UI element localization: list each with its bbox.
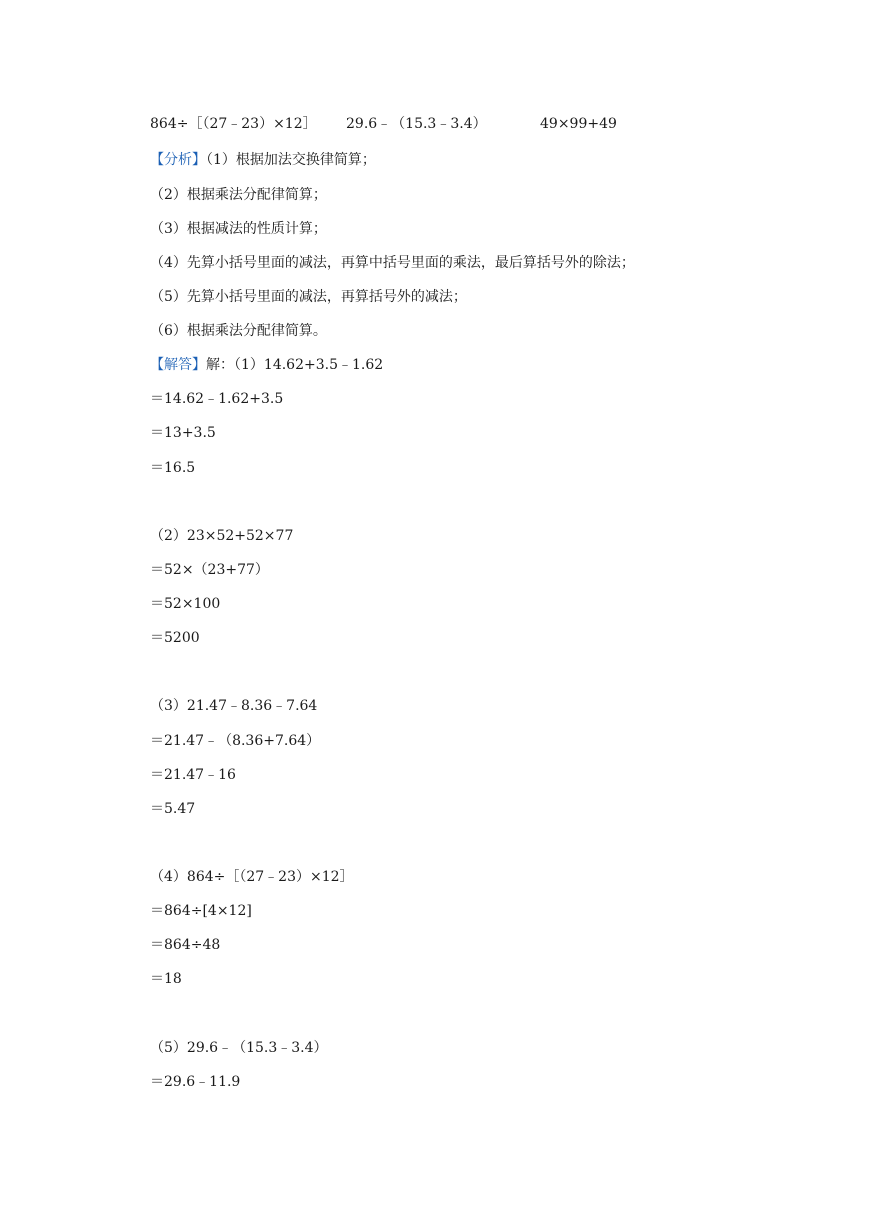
solution-step: ＝14.62﹣1.62+3.5 <box>150 391 284 407</box>
analysis-item-6: （6）根据乘法分配律简算。 <box>150 323 327 339</box>
expression-5: 29.6﹣（15.3﹣3.4） <box>346 116 487 132</box>
solution-step: ＝52×100 <box>150 596 221 612</box>
solution-part-5-header: （5）29.6﹣（15.3﹣3.4） <box>150 1040 328 1056</box>
analysis-item-3: （3）根据减法的性质计算； <box>150 221 327 237</box>
solution-part-2-header: （2）23×52+52×77 <box>150 528 294 544</box>
solution-step: ＝5200 <box>150 630 200 646</box>
solution-part-3-header: （3）21.47﹣8.36﹣7.64 <box>150 698 318 714</box>
solution-step: ＝21.47﹣16 <box>150 767 236 783</box>
analysis-tag: 【分析】 <box>150 152 206 168</box>
solution-intro: 解：（1）14.62+3.5﹣1.62 <box>206 357 384 373</box>
analysis-item-4: （4）先算小括号里面的减法，再算中括号里面的乘法，最后算括号外的除法； <box>150 255 635 271</box>
solution-tag: 【解答】 <box>150 357 206 373</box>
analysis-line-1 <box>150 150 376 170</box>
solution-step: ＝16.5 <box>150 460 196 476</box>
expression-4: 864÷［（27﹣23）×12］ <box>150 116 317 132</box>
problem-expressions-row <box>150 114 710 134</box>
solution-step: ＝864÷[4×12] <box>150 903 252 919</box>
solution-line-intro <box>150 355 383 375</box>
solution-step: ＝29.6﹣11.9 <box>150 1074 241 1090</box>
solution-step: ＝13+3.5 <box>150 425 216 441</box>
solution-step: ＝52×（23+77） <box>150 562 269 578</box>
solution-step: ＝18 <box>150 971 182 987</box>
solution-step: ＝5.47 <box>150 801 196 817</box>
solution-part-4-header: （4）864÷［（27﹣23）×12］ <box>150 869 354 885</box>
analysis-item-5: （5）先算小括号里面的减法，再算括号外的减法； <box>150 289 467 305</box>
expression-6: 49×99+49 <box>540 116 617 132</box>
analysis-item-2: （2）根据乘法分配律简算； <box>150 187 327 203</box>
solution-step: ＝21.47﹣（8.36+7.64） <box>150 733 321 749</box>
solution-step: ＝864÷48 <box>150 937 221 953</box>
analysis-item-1: （1）根据加法交换律简算； <box>206 152 376 168</box>
